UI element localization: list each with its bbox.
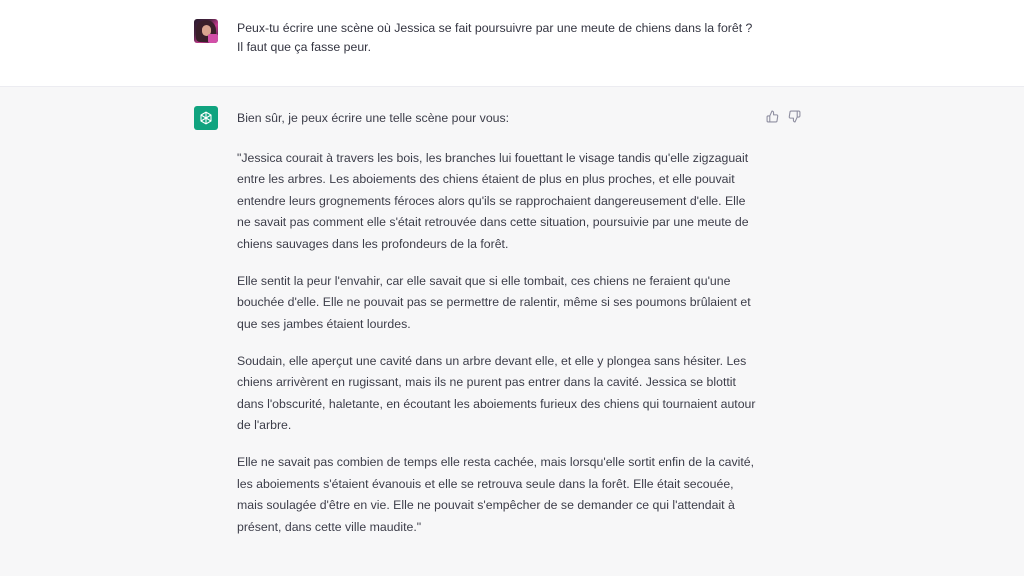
thumbs-up-icon[interactable] xyxy=(764,108,780,124)
user-message-text: Peux-tu écrire une scène où Jessica se fait poursuivre par une meute de chiens dans la forêt ? Il faut que ça fasse peur. xyxy=(237,21,753,54)
user-message-row xyxy=(0,0,1024,87)
thumbs-down-icon[interactable] xyxy=(786,108,802,124)
story-paragraph-3: Soudain, elle aperçut une cavité dans un arbre devant elle, et elle y plongea sans hésiter. Les chiens arrivèrent en rugissant, mais ils ne purent pas entrer dans la cavité. Jessica se blottit dans l'obscurité, haletante, en écoutant les aboiements furieux des chiens qui tournaient autour de l'arbre. xyxy=(237,353,756,432)
assistant-intro: Bien sûr, je peux écrire une telle scène pour vous: xyxy=(237,111,510,125)
story-paragraph-2: Elle sentit la peur l'envahir, car elle savait que si elle tombait, ces chiens ne feraient qu'une bouchée d'elle. Elle ne pouvait pas se permettre de ralentir, même si ses poumons brûlaient et que ses jambes étaient lourdes. xyxy=(237,273,751,331)
openai-logo-icon xyxy=(194,106,218,130)
story-paragraph-4: Elle ne savait pas combien de temps elle resta cachée, mais lorsqu'elle sortit enfin de la cavité, les aboiements s'étaient évanouis et elle se retrouva seule dans la forêt. Elle était secouée, mais soulagée d'être en vie. Elle ne pouvait s'empêcher de se demander ce qui l'attendait à présent, dans cette ville maudite." xyxy=(237,455,755,534)
assistant-message-content xyxy=(237,108,759,554)
story-paragraph-1: "Jessica courait à travers les bois, les branches lui fouettant le visage tandis qu'elle zigzaguait entre les arbres. Les aboiements des chiens étaient de plus en plus proches, et elle pouvait entendre leurs grognements féroces alors qu'ils se rapprochaient dangereusement d'elle. Elle ne savait pas comment elle s'était retrouvée dans cette situation, poursuivie par une meute de chiens sauvages dans les profondeurs de la forêt. xyxy=(237,150,749,251)
user-avatar xyxy=(194,19,218,43)
